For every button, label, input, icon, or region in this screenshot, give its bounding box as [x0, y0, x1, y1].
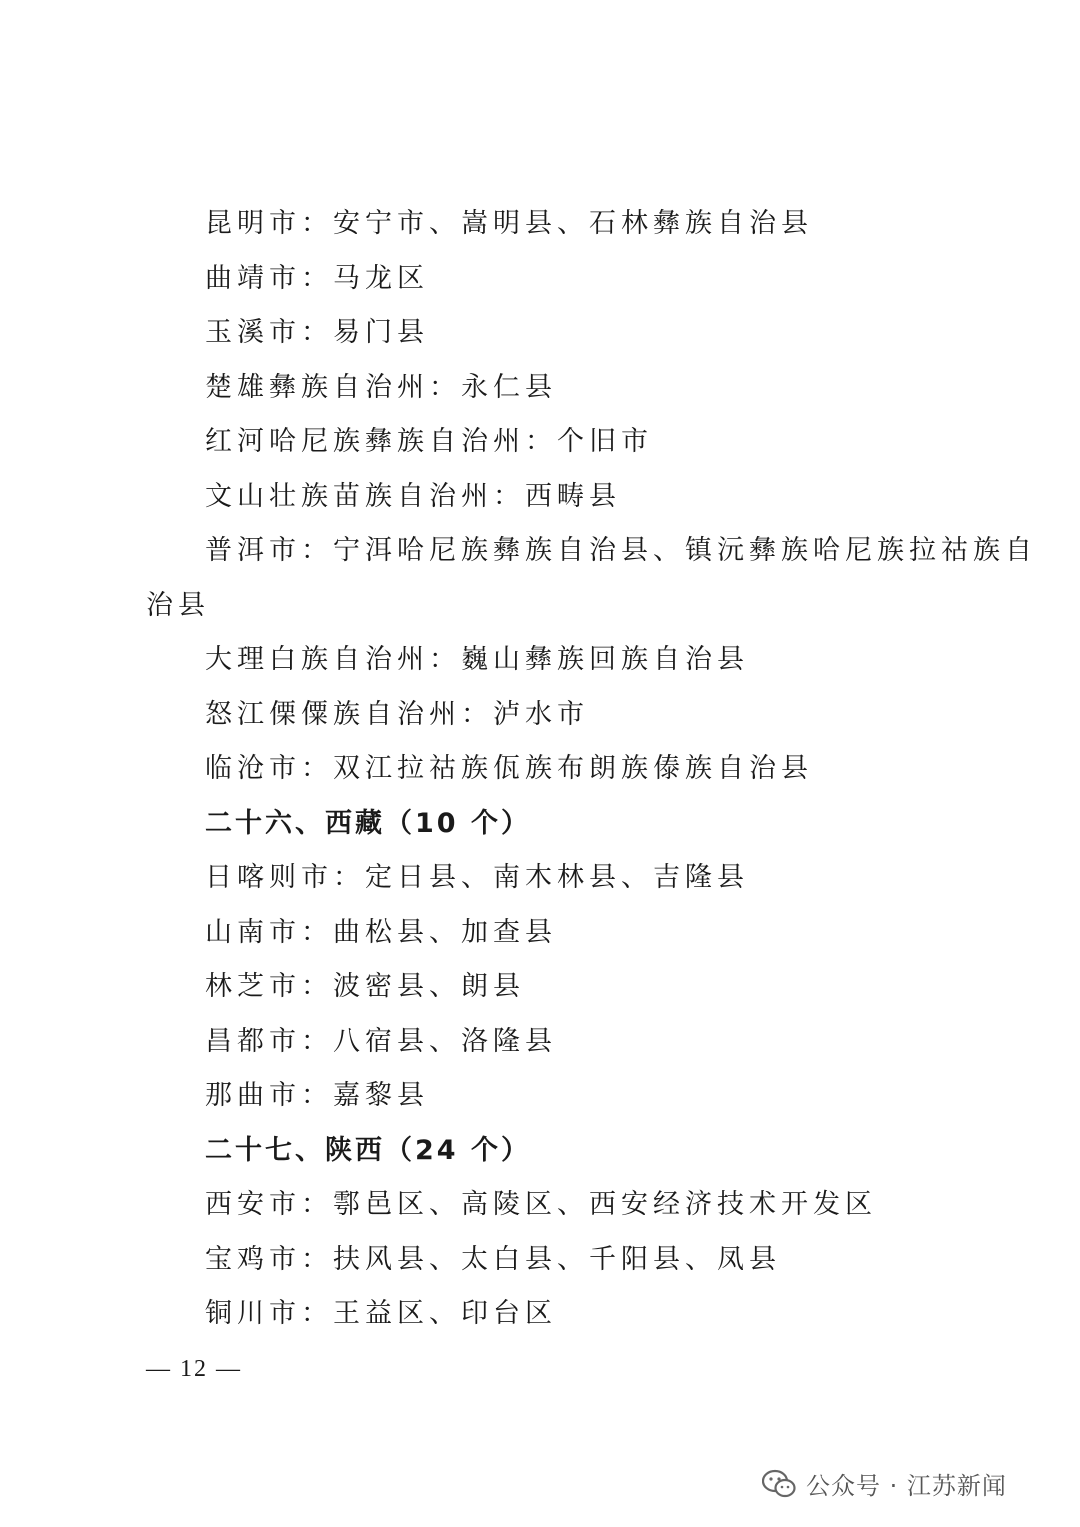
text-line: 山南市：曲松县、加查县 [205, 917, 557, 948]
text-line: 红河哈尼族彝族自治州：个旧市 [205, 426, 653, 457]
text-line: 昆明市：安宁市、嵩明县、石林彝族自治县 [205, 208, 813, 239]
text-line: 文山壮族苗族自治州：西畴县 [205, 481, 621, 512]
text-line: 临沧市：双江拉祜族佤族布朗族傣族自治县 [205, 753, 813, 784]
text-line: 西安市：鄠邑区、高陵区、西安经济技术开发区 [205, 1189, 877, 1220]
page-number: — 12 — [146, 1356, 242, 1382]
text-line: 大理白族自治州：巍山彝族回族自治县 [205, 644, 749, 675]
text-line: 玉溪市：易门县 [205, 317, 429, 348]
wechat-icon [762, 1469, 796, 1499]
text-line: 林芝市：波密县、朗县 [205, 971, 525, 1002]
watermark [762, 1466, 1007, 1501]
watermark-text: 公众号 · 江苏新闻 [806, 1472, 1007, 1500]
text-line: 日喀则市：定日县、南木林县、吉隆县 [205, 862, 749, 893]
text-line: 治县 [146, 590, 210, 621]
text-line: 普洱市：宁洱哈尼族彝族自治县、镇沅彝族哈尼族拉祜族自 [205, 535, 1037, 566]
text-line: 宝鸡市：扶风县、太白县、千阳县、凤县 [205, 1244, 781, 1275]
text-line: 怒江傈僳族自治州：泸水市 [205, 699, 589, 730]
text-line: 铜川市：王益区、印台区 [205, 1298, 557, 1329]
text-line: 那曲市：嘉黎县 [205, 1080, 429, 1111]
text-line: 曲靖市：马龙区 [205, 263, 429, 294]
text-line: 楚雄彝族自治州：永仁县 [205, 372, 557, 403]
section-heading: 二十七、陕西（24 个） [205, 1135, 531, 1166]
section-heading: 二十六、西藏（10 个） [205, 808, 531, 839]
text-line: 昌都市：八宿县、洛隆县 [205, 1026, 557, 1057]
